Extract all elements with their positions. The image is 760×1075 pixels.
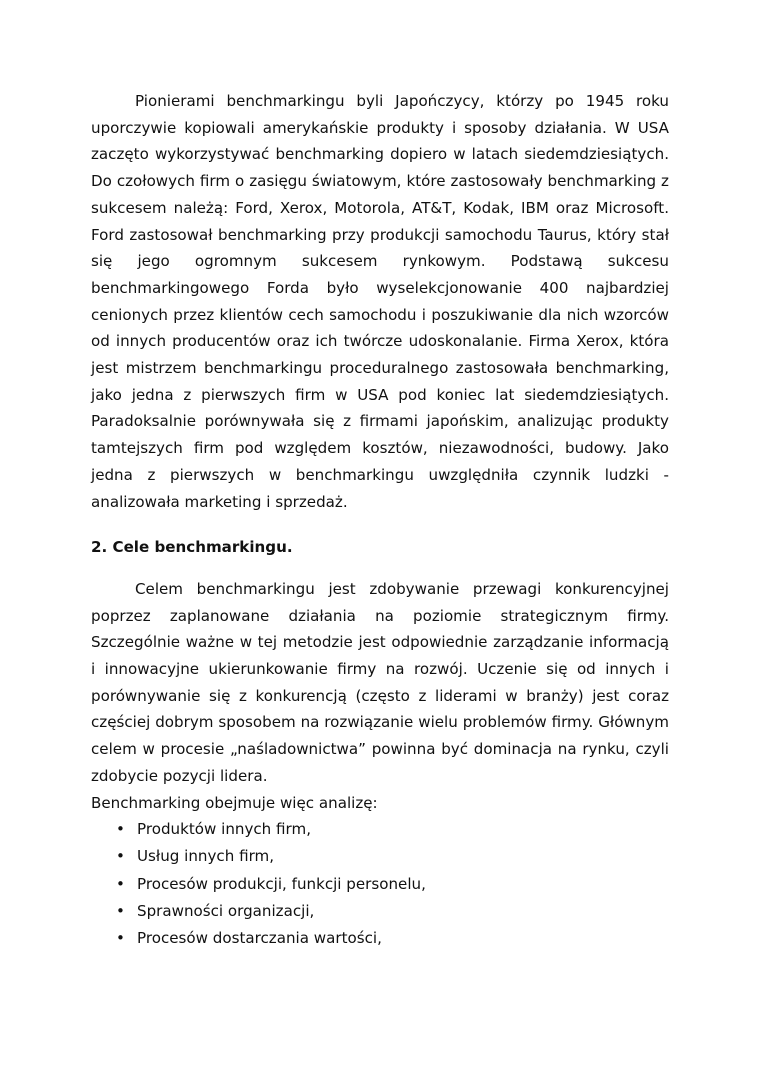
list-item [91,871,669,898]
bullet-icon: • [116,847,125,866]
list-item [91,925,669,952]
paragraph-goals: Celem benchmarkingu jest zdobywanie przewagi konkurencyjnej poprzez zaplanowane działania na poziomie strategicznym firmy. Szczególnie ważne w tej metodzie jest odpowiednie zarządzanie informacją i innowacyjne ukierunkowanie firmy na rozwój. Uczenie się od innych i porównywanie się z konkurencją (często z liderami w branży) jest coraz częściej dobrym sposobem na rozwiązanie wielu problemów firmy. Głównym celem w procesie „naśladownictwa” powinna być dominacja na rynku, czyli zdobycie pozycji lidera. [91,579,669,785]
list-item-text: Sprawności organizacji, [137,901,315,920]
analysis-list [91,816,669,952]
bullet-icon: • [116,820,125,839]
document-page [91,88,669,952]
list-item [91,816,669,843]
list-item-text: Usług innych firm, [137,847,275,866]
list-intro: Benchmarking obejmuje więc analizę: [91,793,378,812]
bullet-icon: • [116,929,125,948]
list-item-text: Produktów innych firm, [137,820,311,839]
section-heading: 2. Cele benchmarkingu. [91,538,293,557]
list-item [91,898,669,925]
list-item-text: Procesów dostarczania wartości, [137,929,382,948]
paragraph-history: Pionierami benchmarkingu byli Japończycy, którzy po 1945 roku uporczywie kopiowali amerykańskie produkty i sposoby działania. W USA zaczęto wykorzystywać benchmarking dopiero w latach siedemdziesiątych. Do czołowych firm o zasięgu światowym, które zastosowały benchmarking z sukcesem należą: Ford, Xerox, Motorola, AT&T, Kodak, IBM oraz Microsoft. Ford zastosował benchmarking przy produkcji samochodu Taurus, który stał się jego ogromnym sukcesem rynkowym. Podstawą sukcesu benchmarkingowego Forda było wyselekcjonowanie 400 najbardziej cenionych przez klientów cech samochodu i poszukiwanie dla nich wzorców od innych producentów oraz ich twórcze udoskonalanie. Firma Xerox, która jest mistrzem benchmarkingu proceduralnego zastosowała benchmarking, jako jedna z pierwszych firm w USA pod koniec lat siedemdziesiątych. Paradoksalnie porównywała się z firmami japońskim, analizując produkty tamtejszych firm pod względem kosztów, niezawodności, budowy. Jako jedna z pierwszych w benchmarkingu uwzględniła czynnik ludzki - analizowała marketing i sprzedaż. [91,92,669,511]
list-item-text: Procesów produkcji, funkcji personelu, [137,874,426,893]
bullet-icon: • [116,874,125,893]
list-item [91,843,669,870]
bullet-icon: • [116,901,125,920]
